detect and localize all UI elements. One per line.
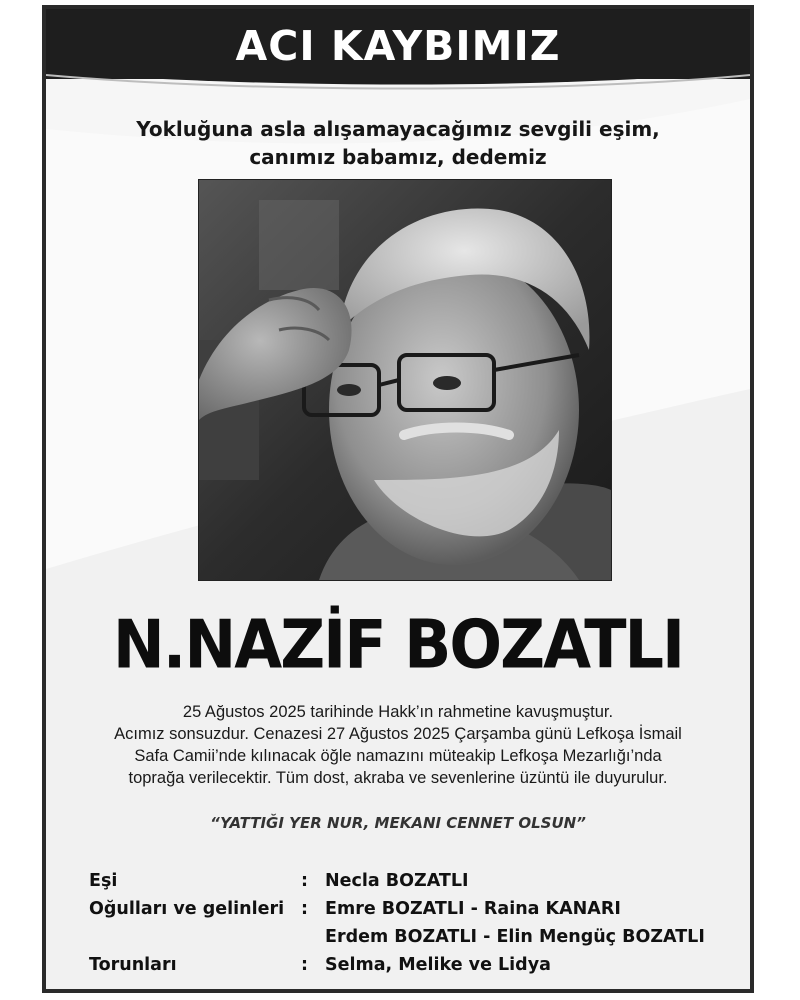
family-value: Necla BOZATLI [325,871,469,891]
family-colon: : [301,899,308,919]
announcement-line-2: Acımız sonsuzdur. Cenazesi 27 Ağustos 2025 Çarşamba günü Lefkoşa İsmail [114,725,682,743]
announcement-text [86,701,710,789]
family-label: Torunları [89,955,177,975]
announcement-line-1: 25 Ağustos 2025 tarihinde Hakk’ın rahmetine kavuşmuştur. [182,703,614,721]
subtitle [46,115,750,171]
portrait-photo [198,179,612,581]
family-row-sons-cont [89,923,729,951]
family-label: Eşi [89,871,118,891]
family-list [89,867,729,979]
family-value: Emre BOZATLI - Raina KANARI [325,899,621,919]
announcement-line-3: Safa Camii’nde kılınacak öğle namazını müteakip Lefkoşa Mezarlığı’nda [134,747,662,765]
family-colon: : [301,871,308,891]
header-title: ACI KAYBIMIZ [235,22,561,70]
deceased-name: N.NAZİF BOZATLI [112,605,684,684]
subtitle-line-2: canımız babamız, dedemiz [249,145,547,169]
family-colon [301,923,325,951]
family-colon: : [301,955,308,975]
family-row-spouse [89,867,729,895]
subtitle-line-1: Yokluğuna asla alışamayacağımız sevgili eşim, [136,117,660,141]
family-row-grandchildren [89,951,729,979]
family-label: Oğulları ve gelinleri [89,899,285,919]
family-value: Selma, Melike ve Lidya [325,955,551,975]
obituary-frame [42,5,754,993]
announcement-line-4: toprağa verilecektir. Tüm dost, akraba ve sevenlerine üzüntü ile duyurulur. [128,769,668,787]
family-row-sons [89,895,729,923]
prayer-quote: “YATTIĞI YER NUR, MEKANI CENNET OLSUN” [210,814,586,832]
family-label [89,923,301,951]
family-value: Erdem BOZATLI - Elin Mengüç BOZATLI [325,927,705,947]
